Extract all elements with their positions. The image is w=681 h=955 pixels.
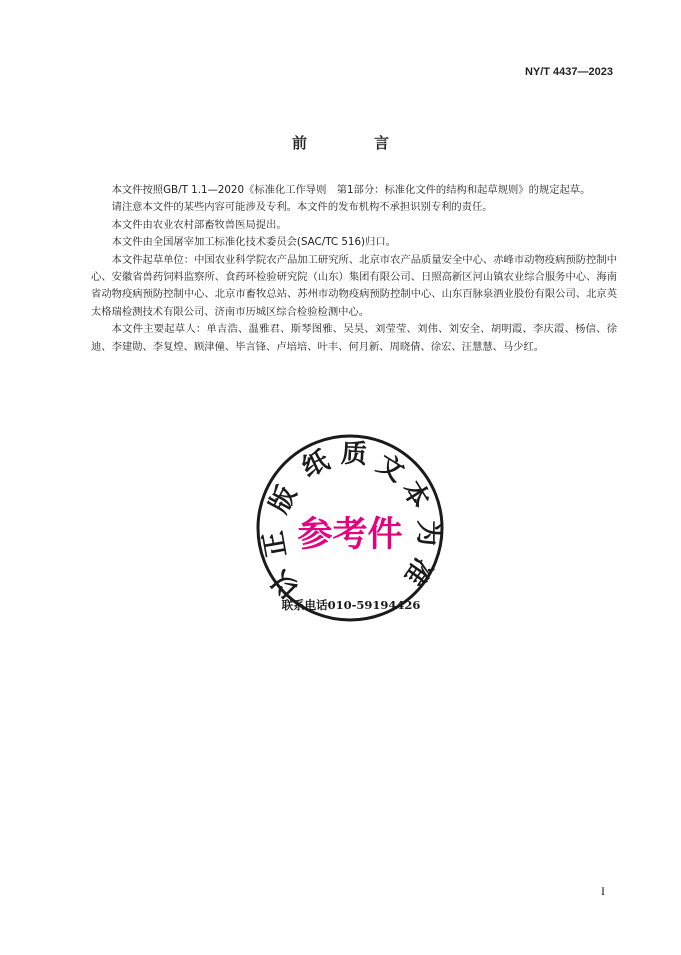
stamp-phone-text: 联系电话010-59194426 xyxy=(281,598,421,612)
ring-char-4: 纸 xyxy=(297,445,334,484)
ring-char-5: 质 xyxy=(340,438,368,471)
foreword-body xyxy=(91,182,617,356)
ring-char-2: 正 xyxy=(258,528,293,560)
paragraph-drafters: 本文件主要起草人：单吉浩、温雅君、斯琴图雅、吴昊、刘莹莹、刘伟、刘安全、胡明霞、李庆霞、杨信、徐迪、李建勋、李复煌、顾津僮、毕言锋、卢培培、叶丰、何月新、周晓倩、徐宏、汪慧慧、马少红。 xyxy=(91,323,617,353)
document-code: NY/T 4437—2023 xyxy=(524,66,613,78)
ring-char-8: 为 xyxy=(412,519,443,547)
page-title: 前 言 xyxy=(291,134,415,152)
ring-char-3: 版 xyxy=(264,481,303,519)
ring-char-7: 本 xyxy=(395,475,436,514)
paragraph-patent-notice: 请注意本文件的某些内容可能涉及专利。本文件的发布机构不承担识别专利的责任。 xyxy=(111,201,493,214)
paragraph-proposer: 本文件由农业农村部畜牧兽医局提出。 xyxy=(111,218,287,231)
stamp-center-text: 参考件 xyxy=(297,515,403,555)
page-number: I xyxy=(601,884,605,898)
paragraph-drafting-units: 本文件起草单位：中国农业科学院农产品加工研究所、北京市农产品质量安全中心、赤峰市动物疫病预防控制中心、安徽省兽药饲料监察所、食药环检验研究院（山东）集团有限公司、日照高新区河山镇农业综合服务中心、海南省动物疫病预防控制中心、北京市畜牧总站、苏州市动物疫病预防控制中心、山东百脉泉酒业股份有限公司、北京英太格瑞检测技术有限公司、济南市历城区综合检验检测中心。 xyxy=(91,253,617,318)
ring-char-1: 以 xyxy=(265,564,306,605)
ring-char-9: 准 xyxy=(397,552,438,591)
ring-char-6: 文 xyxy=(371,448,410,489)
paragraph-drafting-rules: 本文件按照GB/T 1.1—2020《标准化工作导则 第1部分：标准化文件的结构和起草规则》的规定起草。 xyxy=(111,184,591,196)
reference-copy-stamp xyxy=(255,433,445,623)
paragraph-committee: 本文件由全国屠宰加工标准化技术委员会(SAC/TC 516)归口。 xyxy=(111,236,396,249)
